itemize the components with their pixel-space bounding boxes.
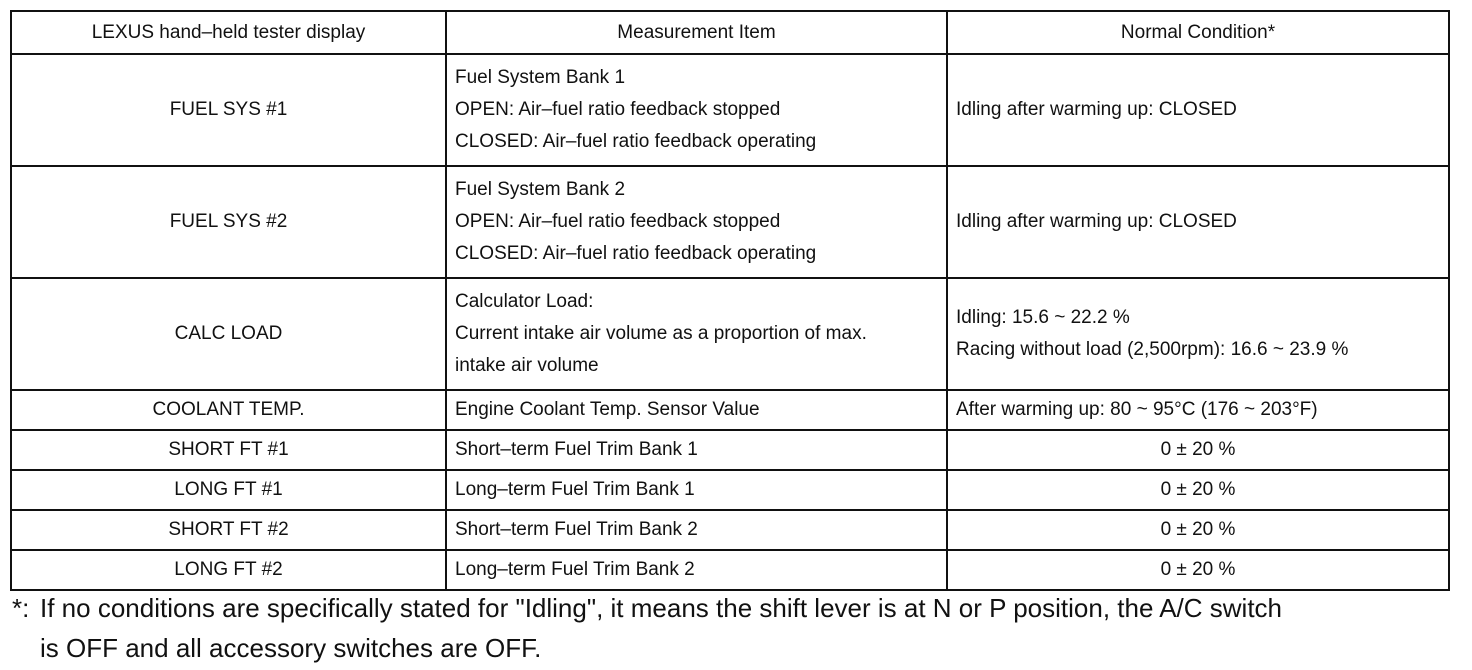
measurement-item-cell: Short–term Fuel Trim Bank 1 [446,430,947,470]
table-row [11,166,1449,278]
normal-condition-line: Idling: 15.6 ~ 22.2 % [956,307,1130,328]
measurement-item-cell: Short–term Fuel Trim Bank 2 [446,510,947,550]
spec-sheet [10,10,1448,591]
footnote-line: is OFF and all accessory switches are OFF. [40,633,542,663]
tester-display-cell: LONG FT #2 [11,550,446,590]
measurement-item-line: OPEN: Air–fuel ratio feedback stopped [455,99,781,120]
measurement-item-cell [446,278,947,390]
normal-condition-line: Racing without load (2,500rpm): 16.6 ~ 23.9 % [956,339,1349,360]
measurement-item-line: CLOSED: Air–fuel ratio feedback operating [455,243,817,264]
measurement-item-cell: Engine Coolant Temp. Sensor Value [446,390,947,430]
measurement-item-cell: Long–term Fuel Trim Bank 1 [446,470,947,510]
measurement-item-line: OPEN: Air–fuel ratio feedback stopped [455,211,781,232]
tester-display-cell: COOLANT TEMP. [11,390,446,430]
measurement-item-line: intake air volume [455,355,599,376]
tester-display-cell: SHORT FT #1 [11,430,446,470]
normal-condition-cell [947,278,1449,390]
normal-condition-cell: 0 ± 20 % [947,470,1449,510]
footnote [12,588,1462,668]
header-measurement-item: Measurement Item [446,11,947,54]
footnote-mark: *: [12,593,30,623]
header-normal-condition: Normal Condition* [947,11,1449,54]
table-row [11,510,1449,550]
table-row [11,278,1449,390]
measurement-item-line: CLOSED: Air–fuel ratio feedback operating [455,131,817,152]
tester-display-cell: CALC LOAD [11,278,446,390]
normal-condition-cell [947,166,1449,278]
tester-display-cell: SHORT FT #2 [11,510,446,550]
footnote-line: If no conditions are specifically stated for "Idling", it means the shift lever is at N or P position, the A/C switch [40,593,1283,623]
measurement-item-line: Fuel System Bank 2 [455,179,626,200]
normal-condition-line: Idling after warming up: CLOSED [956,211,1237,232]
table-row [11,54,1449,166]
measurement-item-cell [446,54,947,166]
table-row [11,470,1449,510]
measurement-item-line: Fuel System Bank 1 [455,67,626,88]
table-header-row [11,11,1449,54]
table-row [11,390,1449,430]
tester-display-cell: FUEL SYS #2 [11,166,446,278]
measurement-item-line: Current intake air volume as a proportion of max. [455,323,867,344]
normal-condition-cell: After warming up: 80 ~ 95°C (176 ~ 203°F) [947,390,1449,430]
measurement-item-cell [446,166,947,278]
normal-condition-cell [947,54,1449,166]
tester-display-cell: LONG FT #1 [11,470,446,510]
header-tester-display: LEXUS hand–held tester display [11,11,446,54]
measurement-item-line: Calculator Load: [455,291,594,312]
table-row [11,430,1449,470]
measurement-item-cell: Long–term Fuel Trim Bank 2 [446,550,947,590]
data-list-table [10,10,1450,591]
tester-display-cell: FUEL SYS #1 [11,54,446,166]
normal-condition-cell: 0 ± 20 % [947,550,1449,590]
normal-condition-line: Idling after warming up: CLOSED [956,99,1237,120]
normal-condition-cell: 0 ± 20 % [947,430,1449,470]
table-row [11,550,1449,590]
normal-condition-cell: 0 ± 20 % [947,510,1449,550]
